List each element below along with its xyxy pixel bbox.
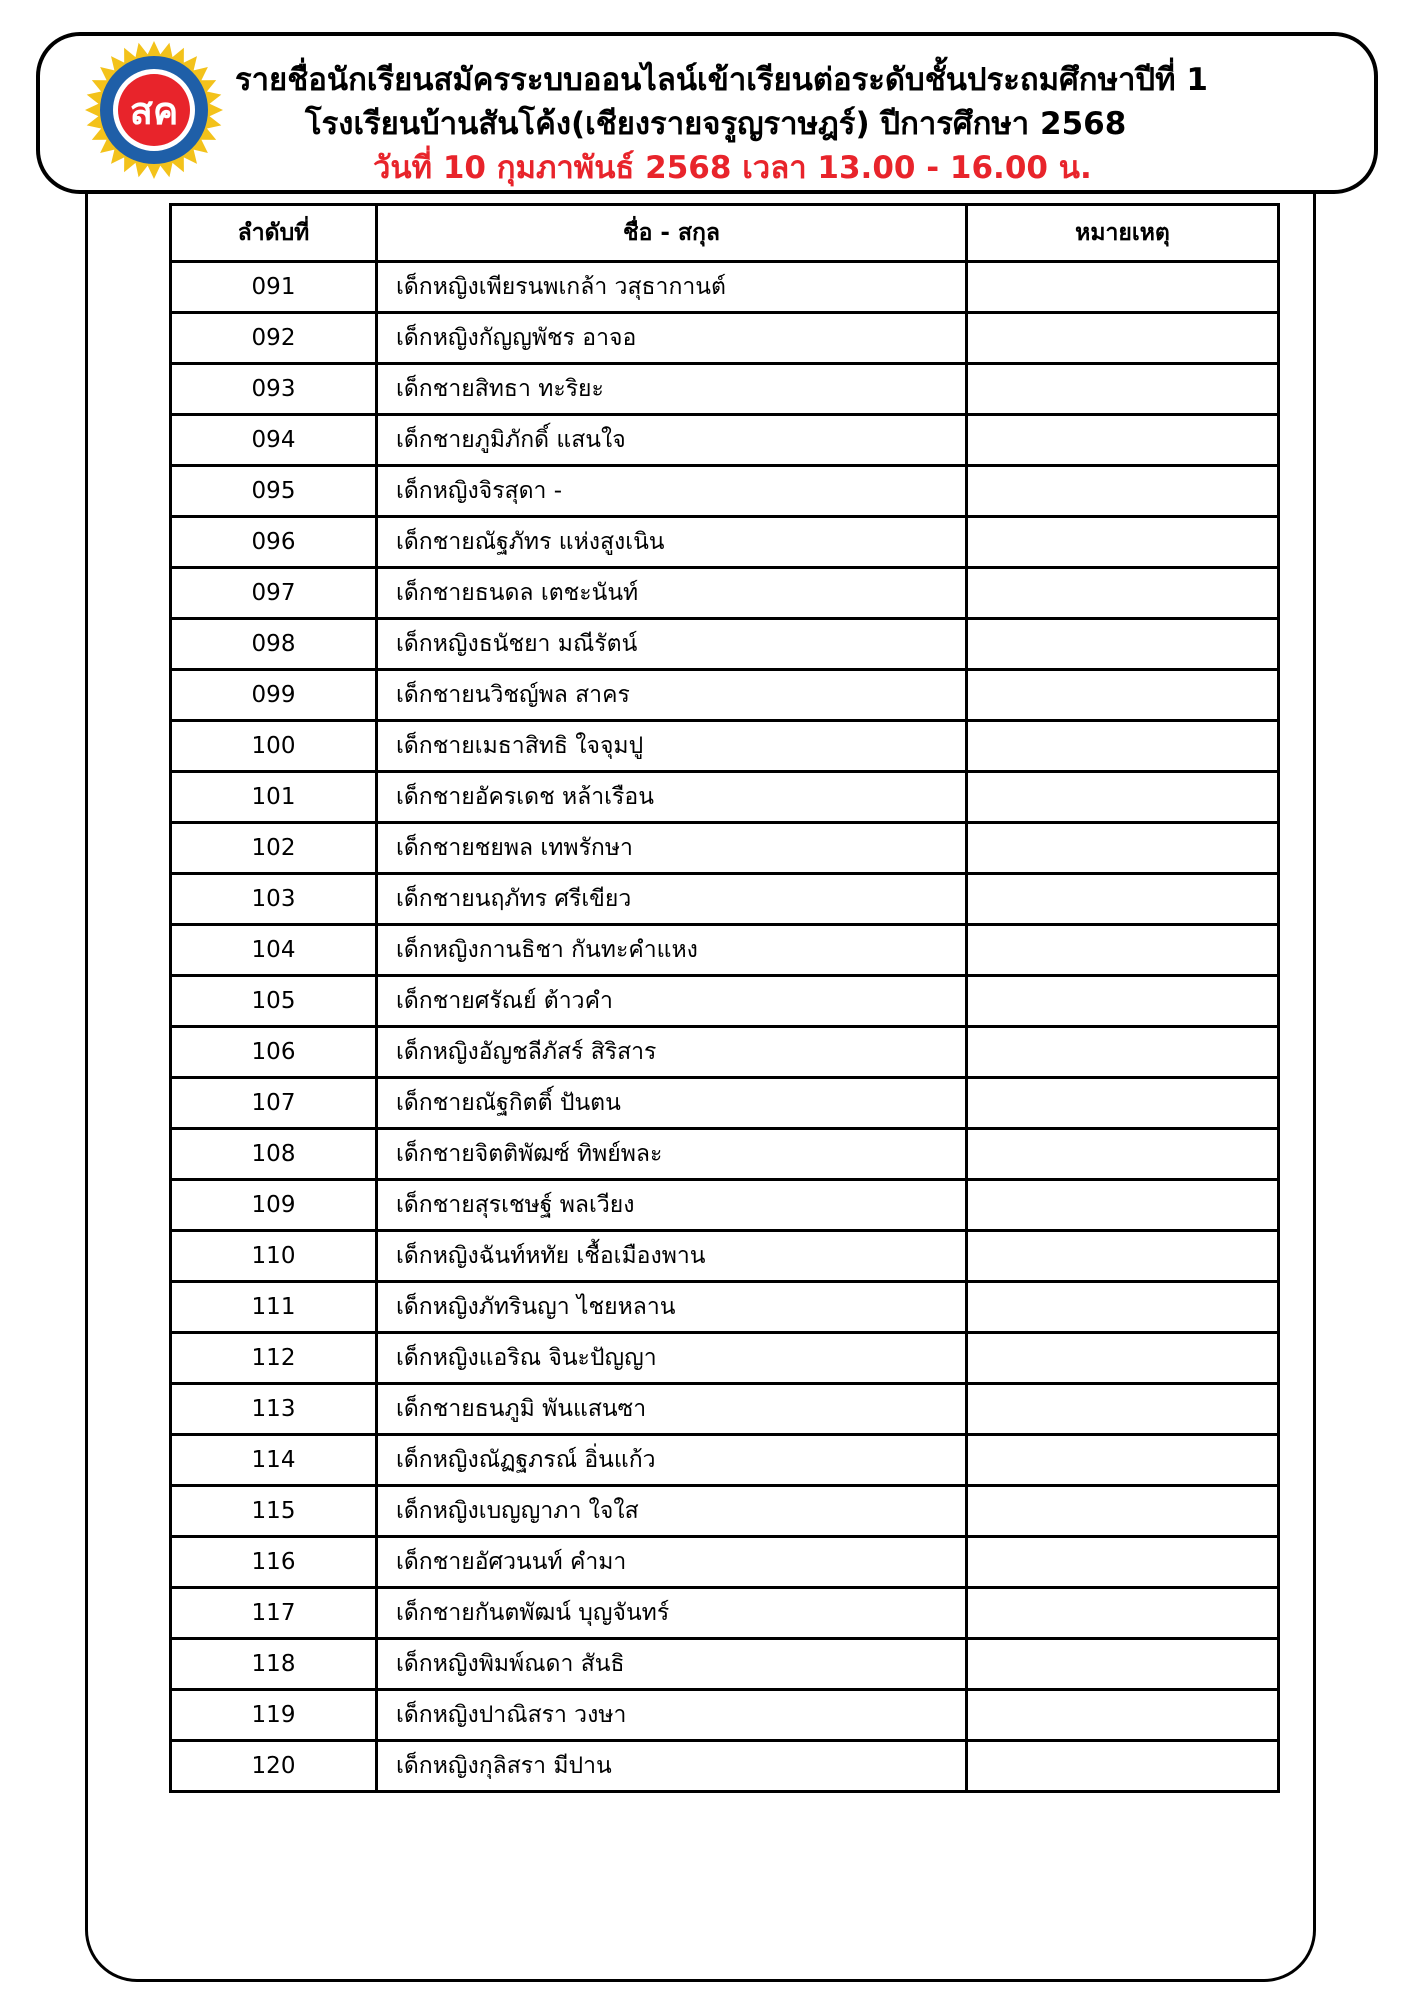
table-row	[171, 262, 1279, 313]
row-note	[967, 517, 1279, 568]
row-number: 105	[171, 976, 377, 1027]
row-name: เด็กชายสุรเชษฐ์ พลเวียง	[377, 1180, 967, 1231]
row-number: 116	[171, 1537, 377, 1588]
table-row	[171, 1741, 1279, 1792]
row-name: เด็กชายนฤภัทร ศรีเขียว	[377, 874, 967, 925]
row-number: 094	[171, 415, 377, 466]
row-note	[967, 568, 1279, 619]
row-name: เด็กหญิงธนัชยา มณีรัตน์	[377, 619, 967, 670]
table-row	[171, 1027, 1279, 1078]
row-number: 119	[171, 1690, 377, 1741]
row-name: เด็กชายเมธาสิทธิ ใจจุมปู	[377, 721, 967, 772]
row-number: 104	[171, 925, 377, 976]
row-number: 111	[171, 1282, 377, 1333]
row-number: 112	[171, 1333, 377, 1384]
row-note	[967, 1486, 1279, 1537]
row-note	[967, 1129, 1279, 1180]
table-row	[171, 1129, 1279, 1180]
row-name: เด็กชายอัครเดช หล้าเรือน	[377, 772, 967, 823]
row-note	[967, 1741, 1279, 1792]
row-note	[967, 1282, 1279, 1333]
row-note	[967, 1231, 1279, 1282]
title-line-3-date: วันที่ 10 กุมภาพันธ์ 2568 เวลา 13.00 - 16.00 น.	[373, 150, 1092, 186]
table-row	[171, 466, 1279, 517]
table-row	[171, 1537, 1279, 1588]
row-name: เด็กชายธนภูมิ พันแสนซา	[377, 1384, 967, 1435]
row-note	[967, 772, 1279, 823]
row-note	[967, 1435, 1279, 1486]
table-row	[171, 364, 1279, 415]
row-name: เด็กหญิงกานธิชา กันทะคำแหง	[377, 925, 967, 976]
table-row	[171, 1435, 1279, 1486]
table-header-row	[171, 205, 1279, 262]
table-row	[171, 721, 1279, 772]
row-note	[967, 670, 1279, 721]
row-note	[967, 925, 1279, 976]
row-number: 099	[171, 670, 377, 721]
row-note	[967, 976, 1279, 1027]
row-name: เด็กชายนวิชญ์พล สาคร	[377, 670, 967, 721]
row-number: 117	[171, 1588, 377, 1639]
row-number: 091	[171, 262, 377, 313]
row-number: 096	[171, 517, 377, 568]
table-row	[171, 1078, 1279, 1129]
row-number: 098	[171, 619, 377, 670]
column-header-name: ชื่อ - สกุล	[377, 205, 967, 262]
row-note	[967, 1333, 1279, 1384]
row-note	[967, 1180, 1279, 1231]
row-number: 095	[171, 466, 377, 517]
row-number: 110	[171, 1231, 377, 1282]
row-name: เด็กชายณัฐภัทร แห่งสูงเนิน	[377, 517, 967, 568]
table-row	[171, 415, 1279, 466]
table-row	[171, 1333, 1279, 1384]
row-name: เด็กหญิงณัฏฐภรณ์ อิ่นแก้ว	[377, 1435, 967, 1486]
row-name: เด็กหญิงจิรสุดา -	[377, 466, 967, 517]
row-name: เด็กหญิงแอริณ จินะปัญญา	[377, 1333, 967, 1384]
table-row	[171, 1180, 1279, 1231]
row-note	[967, 364, 1279, 415]
row-name: เด็กชายศรัณย์ ต้าวคำ	[377, 976, 967, 1027]
row-note	[967, 721, 1279, 772]
row-number: 106	[171, 1027, 377, 1078]
row-name: เด็กหญิงพิมพ์ณดา สันธิ	[377, 1639, 967, 1690]
table-row	[171, 925, 1279, 976]
table-row	[171, 1690, 1279, 1741]
emblem-text: สค	[129, 89, 179, 133]
row-note	[967, 1384, 1279, 1435]
table-row	[171, 619, 1279, 670]
row-number: 113	[171, 1384, 377, 1435]
table-row	[171, 1588, 1279, 1639]
row-note	[967, 619, 1279, 670]
row-number: 120	[171, 1741, 377, 1792]
row-number: 115	[171, 1486, 377, 1537]
column-header-number: ลำดับที่	[171, 205, 377, 262]
table-row	[171, 1231, 1279, 1282]
row-note	[967, 874, 1279, 925]
row-name: เด็กชายจิตติพัฒซ์ ทิพย์พละ	[377, 1129, 967, 1180]
row-name: เด็กหญิงกัญญพัชร อาจอ	[377, 313, 967, 364]
column-header-note: หมายเหตุ	[967, 205, 1279, 262]
row-name: เด็กชายอัศวนนท์ คำมา	[377, 1537, 967, 1588]
title-line-1: รายชื่อนักเรียนสมัครระบบออนไลน์เข้าเรียนต่อระดับชั้นประถมศึกษาปีที่ 1	[235, 62, 1208, 98]
row-number: 092	[171, 313, 377, 364]
table-row	[171, 313, 1279, 364]
table-row	[171, 1486, 1279, 1537]
row-number: 097	[171, 568, 377, 619]
row-name: เด็กหญิงเพียรนพเกล้า วสุธากานต์	[377, 262, 967, 313]
row-name: เด็กชายสิทธา ทะริยะ	[377, 364, 967, 415]
table-row	[171, 670, 1279, 721]
table-row	[171, 1384, 1279, 1435]
table-row	[171, 823, 1279, 874]
table-row	[171, 568, 1279, 619]
row-note	[967, 823, 1279, 874]
table-row	[171, 874, 1279, 925]
title-line-2: โรงเรียนบ้านสันโค้ง(เชียงรายจรูญราษฎร์) ปีการศึกษา 2568	[305, 106, 1127, 142]
table-row	[171, 517, 1279, 568]
row-number: 102	[171, 823, 377, 874]
row-name: เด็กชายณัฐกิตติ์ ปันตน	[377, 1078, 967, 1129]
row-number: 109	[171, 1180, 377, 1231]
row-name: เด็กชายภูมิภักดิ์ แสนใจ	[377, 415, 967, 466]
row-name: เด็กหญิงอัญชลีภัสร์ สิริสาร	[377, 1027, 967, 1078]
row-name: เด็กชายชยพล เทพรักษา	[377, 823, 967, 874]
row-number: 093	[171, 364, 377, 415]
row-number: 103	[171, 874, 377, 925]
row-name: เด็กหญิงภัทรินญา ไชยหลาน	[377, 1282, 967, 1333]
row-name: เด็กหญิงปาณิสรา วงษา	[377, 1690, 967, 1741]
row-number: 100	[171, 721, 377, 772]
row-note	[967, 1537, 1279, 1588]
student-roster-table	[169, 203, 1280, 1793]
school-emblem-icon	[84, 40, 224, 180]
table-row	[171, 772, 1279, 823]
table-row	[171, 1639, 1279, 1690]
row-name: เด็กชายกันตพัฒน์ บุญจันทร์	[377, 1588, 967, 1639]
row-name: เด็กชายธนดล เตชะนันท์	[377, 568, 967, 619]
row-note	[967, 262, 1279, 313]
row-name: เด็กหญิงฉันท์หทัย เชื้อเมืองพาน	[377, 1231, 967, 1282]
row-note	[967, 313, 1279, 364]
row-note	[967, 415, 1279, 466]
row-note	[967, 1690, 1279, 1741]
table-row	[171, 1282, 1279, 1333]
row-note	[967, 1639, 1279, 1690]
row-note	[967, 466, 1279, 517]
table-row	[171, 976, 1279, 1027]
row-note	[967, 1588, 1279, 1639]
row-name: เด็กหญิงกุลิสรา มีปาน	[377, 1741, 967, 1792]
row-number: 108	[171, 1129, 377, 1180]
row-note	[967, 1027, 1279, 1078]
row-number: 107	[171, 1078, 377, 1129]
row-name: เด็กหญิงเบญญาภา ใจใส	[377, 1486, 967, 1537]
row-number: 118	[171, 1639, 377, 1690]
row-number: 114	[171, 1435, 377, 1486]
row-number: 101	[171, 772, 377, 823]
row-note	[967, 1078, 1279, 1129]
